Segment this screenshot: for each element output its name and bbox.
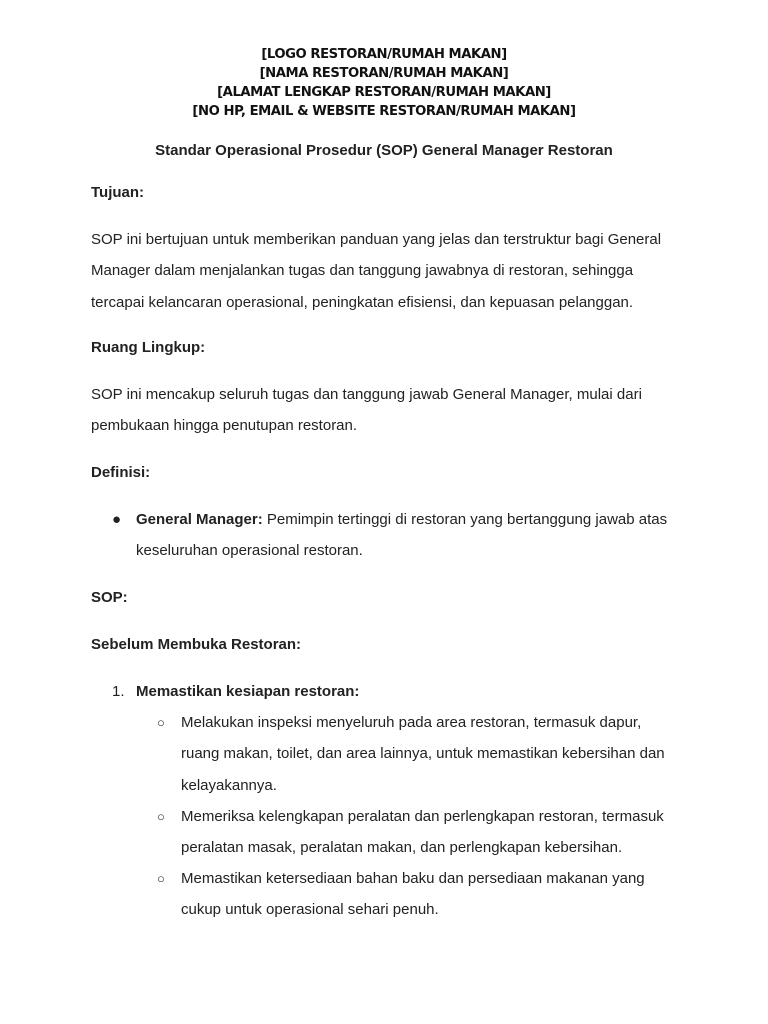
sub-item-text (181, 863, 681, 926)
letterhead-logo-placeholder: [LOGO RESTORAN/RUMAH MAKAN] (261, 47, 507, 62)
section-heading-sop: SOP: (91, 589, 128, 606)
sub-item-line: ruang makan, toilet, dan area lainnya, untuk memastikan kebersihan dan (181, 745, 665, 763)
paragraph-line: tercapai kelancaran operasional, peningkatan efisiensi, dan kepuasan pelanggan. (91, 293, 634, 311)
sub-item-line: kelayakannya. (181, 776, 277, 794)
paragraph-line: pembukaan hingga penutupan restoran. (91, 417, 358, 435)
sub-item-text (181, 707, 681, 801)
sub-item-line: cukup untuk operasional sehari penuh. (181, 901, 439, 919)
letterhead-address-placeholder: [ALAMAT LENGKAP RESTORAN/RUMAH MAKAN] (217, 85, 551, 100)
numbered-item-label: Memastikan kesiapan restoran: (136, 683, 360, 700)
letterhead (0, 45, 768, 121)
definition-desc: Pemimpin tertinggi di restoran yang bertanggung jawab atas (262, 511, 668, 528)
document-title: Standar Operasional Prosedur (SOP) General Manager Restoran (155, 142, 613, 159)
definition-term: General Manager: (136, 511, 263, 528)
letterhead-name-placeholder: [NAMA RESTORAN/RUMAH MAKAN] (259, 66, 509, 81)
list-number: 1. (112, 683, 125, 700)
paragraph-line: SOP ini mencakup seluruh tugas dan tanggung jawab General Manager, mulai dari (91, 386, 642, 403)
section-heading-tujuan: Tujuan: (91, 184, 145, 201)
paragraph-ruang-lingkup (91, 379, 681, 442)
section-heading-definisi: Definisi: (91, 464, 151, 481)
sub-item-line: Memastikan ketersediaan bahan baku dan persediaan makanan yang (181, 870, 645, 887)
letterhead-contact-placeholder: [NO HP, EMAIL & WEBSITE RESTORAN/RUMAH MAKAN] (192, 104, 576, 119)
bullet-dot-icon: ● (112, 511, 122, 528)
paragraph-line: SOP ini bertujuan untuk memberikan panduan yang jelas dan terstruktur bagi General (91, 231, 662, 248)
paragraph-line: Manager dalam menjalankan tugas dan tanggung jawabnya di restoran, sehingga (91, 262, 634, 280)
definition-line (136, 504, 681, 535)
bullet-circle-icon: ○ (157, 809, 165, 824)
section-heading-ruang-lingkup: Ruang Lingkup: (91, 339, 206, 356)
sub-item-line: Melakukan inspeksi menyeluruh pada area restoran, termasuk dapur, (181, 714, 642, 731)
definition-line: keseluruhan operasional restoran. (136, 542, 363, 560)
sub-item-text (181, 801, 681, 864)
paragraph-tujuan (91, 224, 681, 318)
sub-item-line: Memeriksa kelengkapan peralatan dan perlengkapan restoran, termasuk (181, 808, 664, 825)
bullet-circle-icon: ○ (157, 715, 165, 730)
bullet-circle-icon: ○ (157, 871, 165, 886)
section-heading-sebelum-membuka: Sebelum Membuka Restoran: (91, 636, 302, 653)
sub-item-line: peralatan masak, peralatan makan, dan perlengkapan kebersihan. (181, 839, 623, 857)
definition-text (136, 504, 681, 567)
